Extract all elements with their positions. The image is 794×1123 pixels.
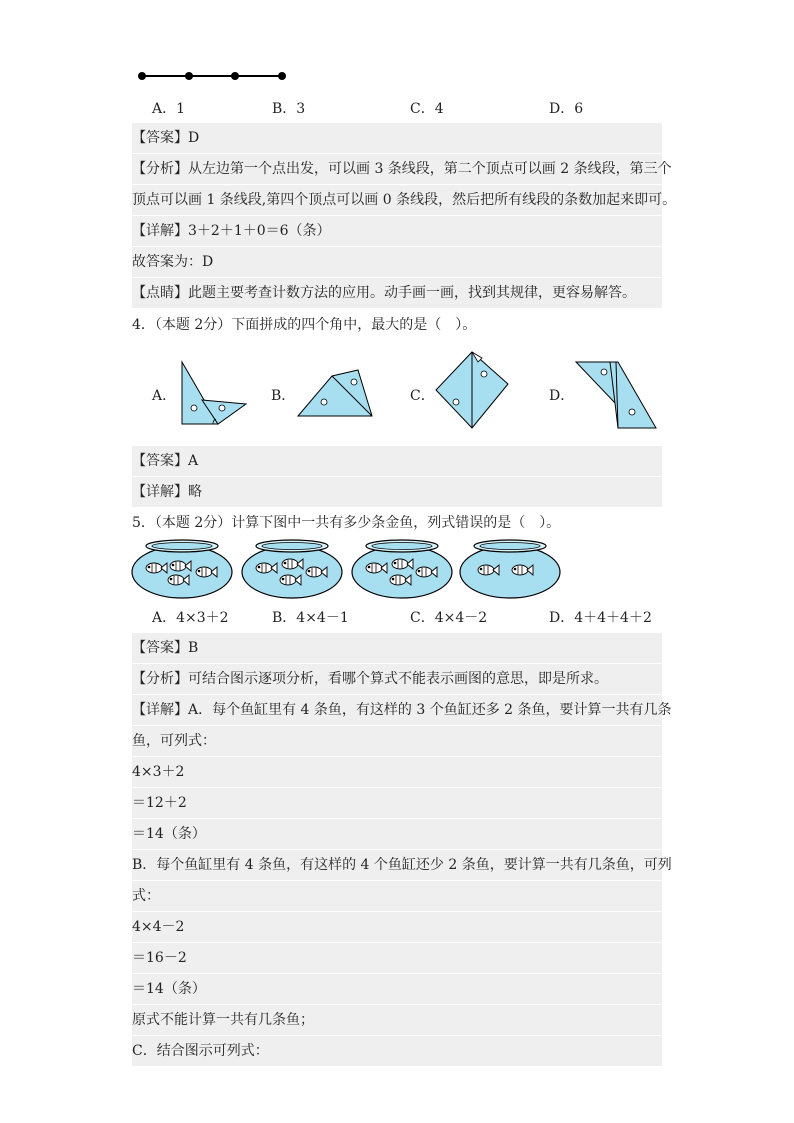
- q3-comment: 【点睛】此题主要考查计数方法的应用。动手画一画，找到其规律，更容易解答。: [132, 278, 662, 308]
- q5-detail-line: C．结合图示可列式：: [132, 1036, 662, 1066]
- q3-analysis-line1: 【分析】从左边第一个点出发，可以画 3 条线段，第二个顶点可以画 2 条线段，第三个: [132, 154, 662, 184]
- q3-option-d: D．6: [549, 101, 584, 117]
- q4-label-c: C．: [410, 388, 435, 404]
- q5-question: 5．（本题 2分）计算下图中一共有多少条金鱼，列式错误的是（ ）。: [132, 515, 561, 531]
- fish-bowls-figure: [130, 538, 562, 600]
- q4-question: 4．（本题 2分）下面拼成的四个角中，最大的是（ ）。: [132, 317, 477, 333]
- q5-detail-line: ＝14（条）: [132, 819, 662, 849]
- q5-detail-line: B．每个鱼缸里有 4 条鱼，有这样的 4 个鱼缸还少 2 条鱼，要计算一共有几条鱼，可列: [132, 850, 662, 880]
- q3-answer: 【答案】D: [132, 123, 662, 153]
- angle-figure-d: [574, 358, 660, 430]
- q5-analysis: 【分析】可结合图示逐项分析，看哪个算式不能表示画图的意思，即是所求。: [132, 664, 662, 694]
- q5-option-d: D．4＋4＋4＋2: [549, 610, 652, 626]
- fish-bowl-3: [352, 540, 452, 598]
- q4-detail: 【详解】略: [132, 477, 662, 507]
- q4-label-b: B．: [271, 388, 296, 404]
- q5-option-a: A．4×3＋2: [152, 610, 229, 626]
- angle-figure-c: [434, 350, 510, 432]
- q5-detail-line: 鱼，可列式：: [132, 726, 662, 756]
- q3-analysis-line2: 顶点可以画 1 条线段,第四个顶点可以画 0 条线段，然后把所有线段的条数加起来即可。: [132, 185, 662, 215]
- fish-bowl-4: [460, 540, 560, 598]
- q5-option-b: B．4×4－1: [272, 610, 349, 626]
- q5-detail-line: ＝16－2: [132, 943, 662, 973]
- q5-detail-line: 原式不能计算一共有几条鱼；: [132, 1005, 662, 1035]
- q4-label-d: D．: [549, 388, 575, 404]
- q3-option-c: C．4: [410, 101, 444, 117]
- angle-figure-a: [178, 360, 250, 428]
- line-segment-figure: [132, 66, 292, 86]
- q4-answer: 【答案】A: [132, 446, 662, 476]
- fish-bowl-1: [132, 540, 232, 598]
- q4-label-a: A．: [152, 388, 177, 404]
- q5-detail-line: 4×3＋2: [132, 757, 662, 787]
- q5-option-c: C．4×4－2: [410, 610, 488, 626]
- q3-option-b: B．3: [272, 101, 306, 117]
- q3-option-a: A．1: [152, 101, 186, 117]
- q3-detail: 【详解】3＋2＋1＋0＝6（条）: [132, 216, 662, 246]
- angle-figure-b: [296, 366, 376, 420]
- q5-detail-line: ＝12＋2: [132, 788, 662, 818]
- fish-bowl-2: [242, 540, 342, 598]
- q5-detail-line: 【详解】A．每个鱼缸里有 4 条鱼，有这样的 3 个鱼缸还多 2 条鱼，要计算一共有几条: [132, 695, 662, 725]
- q3-conclusion: 故答案为：D: [132, 247, 662, 277]
- q5-answer: 【答案】B: [132, 633, 662, 663]
- q5-detail-line: 式：: [132, 881, 662, 911]
- q5-detail-line: 4×4－2: [132, 912, 662, 942]
- q5-detail-line: ＝14（条）: [132, 974, 662, 1004]
